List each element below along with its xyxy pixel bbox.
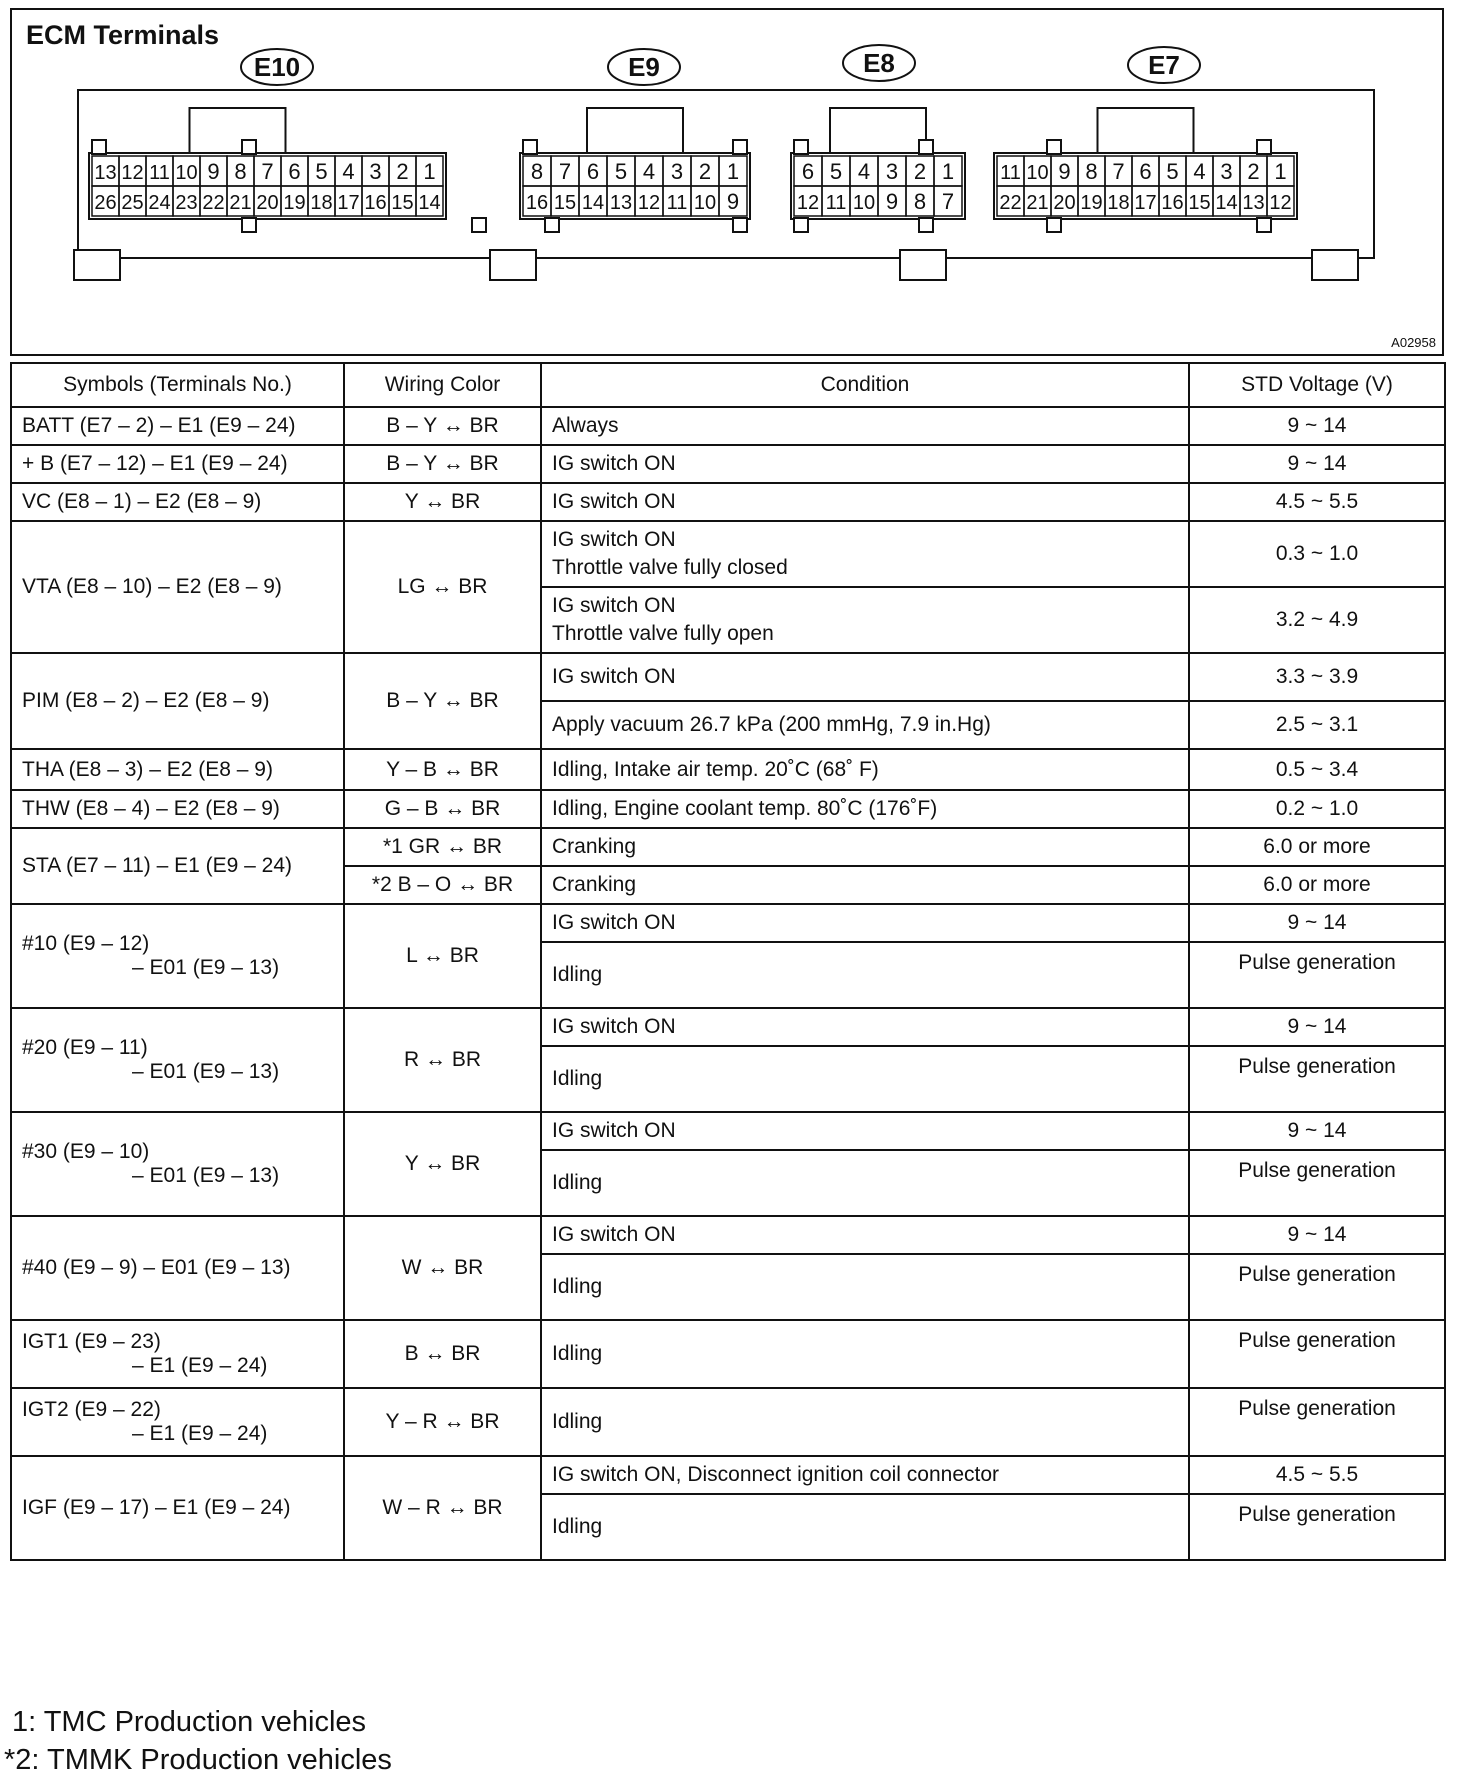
text-line: – E01 (E9 – 13)	[132, 956, 280, 979]
text-line: W ↔ BR	[401, 1256, 484, 1279]
pin-number: 1	[726, 159, 740, 184]
text-line: Throttle valve fully closed	[552, 556, 788, 579]
condition-cell	[541, 445, 1189, 483]
wiring-color-cell	[344, 1216, 541, 1320]
text-line: Cranking	[552, 835, 637, 858]
pin-number: 19	[283, 192, 306, 214]
text-line: Idling	[552, 1342, 603, 1365]
wiring-color-cell: *2 B – O ↔ BR	[344, 866, 541, 904]
text-line: L ↔ BR	[406, 944, 479, 967]
housing-foot	[490, 250, 536, 280]
voltage-cell: 9 ~ 14	[1189, 445, 1445, 483]
voltage-cell: Pulse generation	[1189, 1388, 1445, 1456]
pin-number: 11	[149, 162, 170, 184]
connector-tab	[1047, 140, 1061, 154]
voltage-cell: Pulse generation	[1189, 1046, 1445, 1112]
text-line: Y ↔ BR	[404, 490, 481, 513]
text-line: IG switch ON, Disconnect ignition coil connector	[552, 1463, 1000, 1486]
condition-cell	[541, 1456, 1189, 1494]
text-line: IG switch ON	[552, 1223, 676, 1246]
text-line: IG switch ON	[552, 1119, 676, 1142]
footnote-1: 1: TMC Production vehicles	[12, 1706, 367, 1738]
pin-number: 22	[202, 192, 225, 214]
text-line: Y – R ↔ BR	[385, 1410, 500, 1433]
pin-number: 11	[1000, 162, 1021, 184]
connector-tab	[523, 140, 537, 154]
header-condition: Condition	[541, 363, 1189, 407]
pin-number: 8	[1085, 159, 1098, 184]
text-line: #20 (E9 – 11)	[22, 1036, 148, 1059]
text-line: B – Y ↔ BR	[386, 689, 499, 712]
pin-number: 22	[999, 192, 1022, 214]
table-row	[11, 521, 1445, 587]
text-line: #30 (E9 – 10)	[22, 1140, 150, 1163]
pin-number: 11	[666, 192, 688, 214]
text-line: Always	[552, 414, 619, 437]
text-line: B ↔ BR	[404, 1342, 481, 1365]
pin-number: 15	[1188, 192, 1211, 214]
pin-number: 5	[829, 159, 843, 184]
symbol-cell	[11, 1216, 344, 1320]
pin-number: 10	[852, 192, 876, 214]
figure-code: A02958	[1391, 335, 1436, 350]
text-line: Cranking	[552, 873, 637, 896]
text-line: Throttle valve fully open	[552, 622, 774, 645]
voltage-cell: Pulse generation	[1189, 1254, 1445, 1320]
voltage-cell: Pulse generation	[1189, 1150, 1445, 1216]
pin-number: 7	[1112, 159, 1125, 184]
symbol-cell	[11, 828, 344, 904]
pin-number: 8	[234, 159, 247, 184]
text-line: – E01 (E9 – 13)	[132, 1060, 280, 1083]
table-row	[11, 1008, 1445, 1046]
pin-number: 6	[586, 159, 600, 184]
text-line: Idling	[552, 1275, 603, 1298]
text-line: Idling	[552, 1515, 603, 1538]
symbol-cell	[11, 521, 344, 653]
condition-cell	[541, 1494, 1189, 1560]
symbol-cell	[11, 1388, 344, 1456]
pin-number: 14	[1215, 192, 1238, 214]
pin-number: 15	[391, 192, 414, 214]
table-row	[11, 407, 1445, 445]
pin-number: 16	[364, 192, 387, 214]
text-line: – E1 (E9 – 24)	[132, 1354, 268, 1377]
condition-cell	[541, 1008, 1189, 1046]
voltage-cell: 9 ~ 14	[1189, 1008, 1445, 1046]
pin-number: 10	[1026, 162, 1049, 184]
connector-tab	[1257, 140, 1271, 154]
pin-number: 25	[121, 192, 144, 214]
pin-number: 1	[1274, 159, 1287, 184]
pin-number: 20	[256, 192, 279, 214]
symbol-cell	[11, 1112, 344, 1216]
pin-number: 4	[342, 159, 355, 184]
voltage-cell: 4.5 ~ 5.5	[1189, 483, 1445, 521]
wiring-color-cell: *1 GR ↔ BR	[344, 828, 541, 866]
voltage-cell: 9 ~ 14	[1189, 1112, 1445, 1150]
symbol-cell	[11, 749, 344, 790]
wiring-color-cell	[344, 1388, 541, 1456]
voltage-cell: 0.2 ~ 1.0	[1189, 790, 1445, 828]
text-line: THA (E8 – 3) – E2 (E8 – 9)	[22, 757, 273, 781]
text-line: THW (E8 – 4) – E2 (E8 – 9)	[22, 797, 280, 820]
table-row	[11, 790, 1445, 828]
connector-label: E9	[628, 52, 660, 82]
connector-latch	[830, 108, 926, 158]
pin-number: 4	[1193, 159, 1206, 184]
pin-number: 1	[941, 159, 955, 184]
text-line: Idling	[552, 1171, 603, 1194]
text-line: Apply vacuum 26.7 kPa (200 mmHg, 7.9 in.Hg)	[552, 713, 991, 736]
pin-number: 14	[581, 192, 605, 214]
pin-number: 6	[1139, 159, 1152, 184]
text-line: VC (E8 – 1) – E2 (E8 – 9)	[22, 490, 262, 513]
text-line: #10 (E9 – 12)	[22, 932, 150, 955]
condition-cell	[541, 749, 1189, 790]
condition-cell	[541, 407, 1189, 445]
pin-number: 10	[693, 192, 717, 214]
table-row	[11, 483, 1445, 521]
text-line: Y ↔ BR	[404, 1152, 481, 1175]
text-line: W – R ↔ BR	[382, 1496, 503, 1519]
condition-cell	[541, 942, 1189, 1008]
condition-cell	[541, 701, 1189, 749]
voltage-cell: Pulse generation	[1189, 1494, 1445, 1560]
pin-number: 11	[825, 192, 847, 214]
text-line: PIM (E8 – 2) – E2 (E8 – 9)	[22, 689, 270, 712]
wiring-color-cell	[344, 1008, 541, 1112]
pin-number: 5	[1166, 159, 1179, 184]
pin-number: 7	[558, 159, 572, 184]
condition-cell	[541, 1320, 1189, 1388]
pin-number: 13	[94, 162, 117, 184]
text-line: VTA (E8 – 10) – E2 (E8 – 9)	[22, 575, 282, 598]
text-line: IGF (E9 – 17) – E1 (E9 – 24)	[22, 1496, 291, 1519]
pin-number: 2	[913, 159, 927, 184]
pin-number: 6	[288, 159, 301, 184]
text-line: G – B ↔ BR	[384, 797, 501, 820]
text-line: LG ↔ BR	[397, 575, 488, 598]
pin-number: 21	[1026, 192, 1049, 214]
wiring-color-cell	[344, 483, 541, 521]
table-row	[11, 828, 1445, 866]
text-line: Idling, Intake air temp. 20˚C (68˚ F)	[552, 757, 879, 781]
header-std-voltage: STD Voltage (V)	[1189, 363, 1445, 407]
header-symbols: Symbols (Terminals No.)	[11, 363, 344, 407]
pin-number: 12	[1269, 192, 1292, 214]
pin-number: 17	[1134, 192, 1157, 214]
connector-tab	[919, 218, 933, 232]
diagram-title: ECM Terminals	[26, 20, 220, 50]
pin-number: 3	[369, 159, 382, 184]
wiring-color-cell	[344, 407, 541, 445]
voltage-cell: 6.0 or more	[1189, 828, 1445, 866]
pin-number: 3	[885, 159, 899, 184]
pin-number: 10	[175, 162, 198, 184]
text-line: + B (E7 – 12) – E1 (E9 – 24)	[22, 452, 288, 475]
pin-number: 21	[229, 192, 252, 214]
ecm-terminal-diagram	[10, 8, 1444, 356]
text-line: IGT2 (E9 – 22)	[22, 1398, 161, 1421]
table-row	[11, 1388, 1445, 1456]
pin-number: 18	[1107, 192, 1130, 214]
text-line: STA (E7 – 11) – E1 (E9 – 24)	[22, 854, 293, 877]
pin-number: 9	[885, 189, 899, 214]
wiring-color-cell	[344, 1456, 541, 1560]
wiring-color-cell	[344, 1112, 541, 1216]
housing-foot	[900, 250, 946, 280]
text-line: BATT (E7 – 2) – E1 (E9 – 24)	[22, 414, 296, 437]
pin-number: 2	[1247, 159, 1260, 184]
symbol-cell	[11, 790, 344, 828]
pin-number: 7	[941, 189, 955, 214]
pin-number: 13	[609, 192, 633, 214]
text-line: Y – B ↔ BR	[386, 757, 499, 781]
condition-cell	[541, 828, 1189, 866]
connector-tab	[92, 140, 106, 154]
text-line: Idling	[552, 963, 603, 986]
wiring-color-cell	[344, 1320, 541, 1388]
voltage-cell: 3.3 ~ 3.9	[1189, 653, 1445, 701]
text-line: IG switch ON	[552, 490, 676, 513]
connector-latch	[1098, 108, 1194, 158]
text-line: IG switch ON	[552, 593, 676, 617]
pin-number: 3	[1220, 159, 1233, 184]
wiring-color-cell	[344, 521, 541, 653]
pin-number: 4	[642, 159, 656, 184]
pin-number: 16	[1161, 192, 1184, 214]
condition-cell	[541, 653, 1189, 701]
connector-tab	[242, 140, 256, 154]
condition-cell	[541, 1112, 1189, 1150]
symbol-cell	[11, 1008, 344, 1112]
table-row	[11, 445, 1445, 483]
connector-tab	[733, 218, 747, 232]
connector-latch	[190, 108, 286, 158]
pin-number: 14	[418, 192, 441, 214]
voltage-cell: 0.5 ~ 3.4	[1189, 749, 1445, 790]
condition-cell	[541, 1150, 1189, 1216]
text-line: – E01 (E9 – 13)	[132, 1164, 280, 1187]
pin-number: 8	[530, 159, 544, 184]
condition-cell	[541, 1046, 1189, 1112]
pin-number: 3	[670, 159, 684, 184]
footnote-2: *2: TMMK Production vehicles	[4, 1744, 392, 1776]
condition-cell	[541, 1216, 1189, 1254]
table-row	[11, 904, 1445, 942]
pin-number: 12	[121, 162, 144, 184]
pin-number: 17	[337, 192, 360, 214]
pin-number: 9	[726, 189, 740, 214]
text-line: IGT1 (E9 – 23)	[22, 1330, 161, 1353]
pin-number: 16	[525, 192, 549, 214]
voltage-cell: 4.5 ~ 5.5	[1189, 1456, 1445, 1494]
voltage-cell: 2.5 ~ 3.1	[1189, 701, 1445, 749]
connector-tab	[794, 218, 808, 232]
wiring-color-cell	[344, 790, 541, 828]
pin-number: 24	[148, 192, 171, 214]
symbol-cell	[11, 653, 344, 749]
table-row	[11, 1112, 1445, 1150]
voltage-cell: Pulse generation	[1189, 1320, 1445, 1388]
table-row	[11, 749, 1445, 790]
connector-label: E7	[1148, 50, 1180, 80]
symbol-cell	[11, 904, 344, 1008]
text-line: Idling, Engine coolant temp. 80˚C (176˚F)	[552, 797, 938, 820]
pin-number: 7	[261, 159, 274, 184]
table-row	[11, 1456, 1445, 1494]
text-line: B – Y ↔ BR	[386, 414, 499, 437]
connector-label: E10	[253, 52, 301, 82]
connector-latch	[587, 108, 683, 158]
pin-number: 19	[1080, 192, 1103, 214]
connector-tab	[1257, 218, 1271, 232]
pin-number: 1	[423, 159, 436, 184]
text-line: IG switch ON	[552, 1015, 676, 1038]
pin-number: 9	[1058, 159, 1071, 184]
voltage-cell: 9 ~ 14	[1189, 407, 1445, 445]
symbol-cell	[11, 1320, 344, 1388]
condition-cell	[541, 790, 1189, 828]
pin-number: 5	[315, 159, 328, 184]
pin-number: 4	[857, 159, 871, 184]
text-line: IG switch ON	[552, 452, 676, 475]
voltage-cell: Pulse generation	[1189, 942, 1445, 1008]
text-line: B – Y ↔ BR	[386, 452, 499, 475]
pin-number: 2	[396, 159, 409, 184]
condition-cell	[541, 483, 1189, 521]
housing-foot	[1312, 250, 1358, 280]
connector-tab	[794, 140, 808, 154]
connector-drawing	[12, 10, 1442, 354]
voltage-cell: 3.2 ~ 4.9	[1189, 587, 1445, 653]
condition-cell	[541, 1388, 1189, 1456]
pin-number: 18	[310, 192, 333, 214]
terminal-voltage-table	[10, 362, 1446, 1561]
symbol-cell	[11, 1456, 344, 1560]
pin-number: 13	[1242, 192, 1265, 214]
connector-label: E8	[863, 48, 895, 78]
text-line: IG switch ON	[552, 911, 676, 934]
text-line: – E1 (E9 – 24)	[132, 1422, 268, 1445]
header-wiring-color: Wiring Color	[344, 363, 541, 407]
table-row	[11, 1320, 1445, 1388]
pin-number: 5	[614, 159, 628, 184]
condition-cell	[541, 904, 1189, 942]
wiring-color-cell	[344, 749, 541, 790]
pin-number: 12	[796, 192, 820, 214]
connector-tab	[733, 140, 747, 154]
voltage-cell: 6.0 or more	[1189, 866, 1445, 904]
text-line: Idling	[552, 1067, 603, 1090]
pin-number: 9	[207, 159, 220, 184]
voltage-cell: 0.3 ~ 1.0	[1189, 521, 1445, 587]
connector-tab	[919, 140, 933, 154]
pin-number: 6	[801, 159, 815, 184]
pin-number: 26	[94, 192, 117, 214]
table-row	[11, 653, 1445, 701]
connector-tab	[545, 218, 559, 232]
condition-cell	[541, 587, 1189, 653]
wiring-color-cell	[344, 653, 541, 749]
wiring-color-cell	[344, 445, 541, 483]
housing-foot	[74, 250, 120, 280]
pin-number: 15	[553, 192, 577, 214]
text-line: #40 (E9 – 9) – E01 (E9 – 13)	[22, 1256, 291, 1279]
voltage-cell: 9 ~ 14	[1189, 904, 1445, 942]
symbol-cell	[11, 407, 344, 445]
condition-cell	[541, 866, 1189, 904]
pin-number: 23	[175, 192, 198, 214]
table-row	[11, 1216, 1445, 1254]
text-line: R ↔ BR	[403, 1048, 481, 1071]
pin-number: 8	[913, 189, 927, 214]
symbol-cell	[11, 483, 344, 521]
connector-tab	[1047, 218, 1061, 232]
wiring-color-cell	[344, 904, 541, 1008]
table-header-row	[11, 363, 1445, 407]
text-line: IG switch ON	[552, 527, 676, 551]
pin-number: 12	[637, 192, 661, 214]
condition-cell	[541, 1254, 1189, 1320]
pin-number: 20	[1053, 192, 1076, 214]
connector-tab	[472, 218, 486, 232]
text-line: Idling	[552, 1410, 603, 1433]
symbol-cell	[11, 445, 344, 483]
pin-number: 2	[698, 159, 712, 184]
voltage-cell: 9 ~ 14	[1189, 1216, 1445, 1254]
condition-cell	[541, 521, 1189, 587]
connector-tab	[242, 218, 256, 232]
text-line: IG switch ON	[552, 665, 676, 688]
